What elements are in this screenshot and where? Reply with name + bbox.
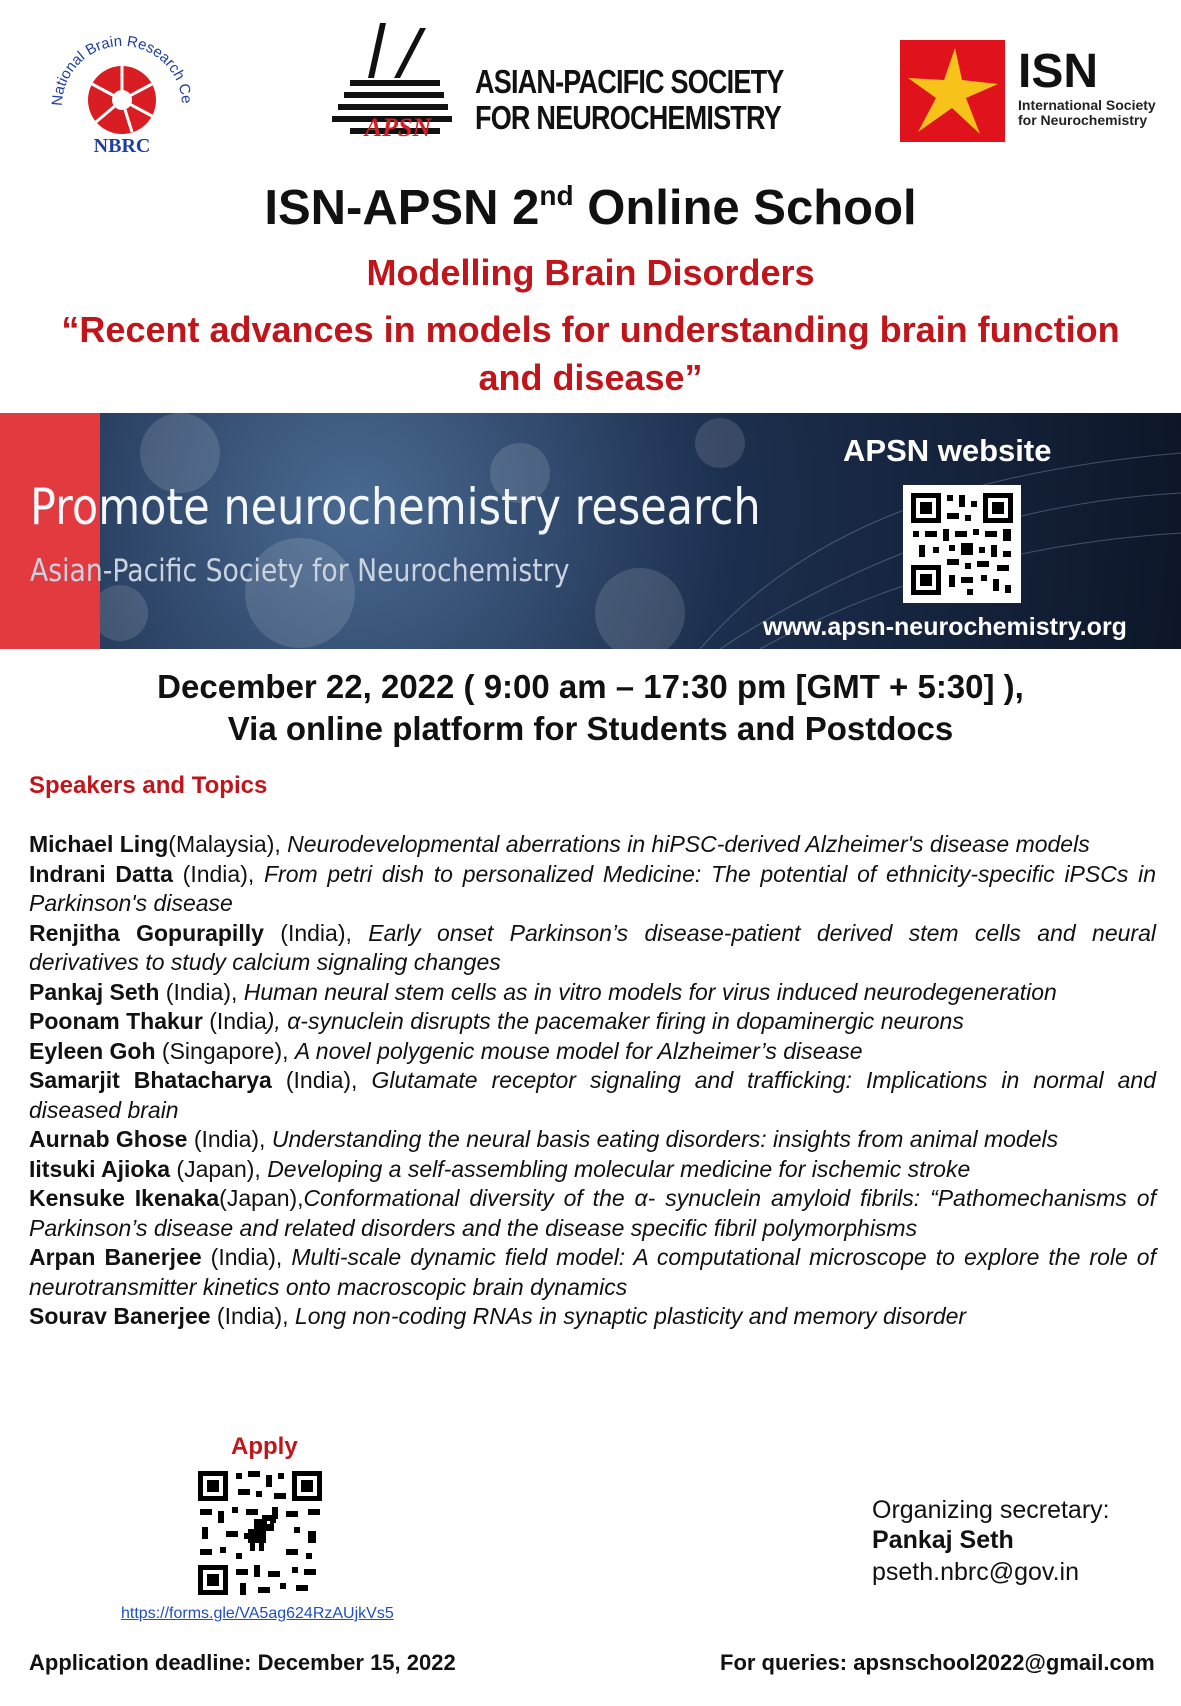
apsn-name-line2: FOR NEUROCHEMISTRY bbox=[475, 99, 781, 136]
speaker-name: Iitsuki Ajioka bbox=[29, 1155, 171, 1182]
isn-abbr: ISN bbox=[1018, 45, 1099, 98]
speaker-country: (Japan), bbox=[170, 1155, 268, 1182]
speaker-topic: Human neural stem cells as in vitro models for virus induced neurodegeneration bbox=[243, 978, 1057, 1005]
speaker-entry bbox=[29, 1184, 1156, 1243]
title-superscript: nd bbox=[539, 180, 574, 211]
speaker-topic: Understanding the neural basis eating disorders: insights from animal models bbox=[271, 1126, 1059, 1152]
speakers-heading: Speakers and Topics bbox=[29, 772, 268, 799]
isn-full-line1: International Society bbox=[1018, 97, 1156, 113]
organizer-name: Pankaj Seth bbox=[872, 1526, 1014, 1554]
apply-qr-code[interactable] bbox=[196, 1469, 324, 1597]
speaker-entry bbox=[29, 978, 1156, 1008]
speaker-entry bbox=[29, 1007, 1156, 1037]
speaker-name: Indrani Datta bbox=[29, 860, 173, 887]
speaker-entry bbox=[29, 1155, 1156, 1185]
speaker-name: Aurnab Ghose bbox=[29, 1126, 188, 1152]
speaker-topic: Neurodevelopmental aberrations in hiPSC-derived Alzheimer's disease models bbox=[287, 831, 1090, 857]
title-pre: ISN-APSN 2 bbox=[264, 181, 540, 235]
speaker-country: (India), bbox=[159, 978, 244, 1005]
banner-headline: Promote neurochemistry research bbox=[30, 478, 761, 536]
organizer-label: Organizing secretary: bbox=[872, 1496, 1110, 1524]
apsn-name bbox=[475, 64, 784, 136]
nbrc-ring-text: National Brain Research Ce bbox=[48, 32, 196, 107]
speaker-entry bbox=[29, 1037, 1156, 1067]
speaker-name: Eyleen Goh bbox=[29, 1037, 156, 1064]
queries-contact: For queries: apsnschool2022@gmail.com bbox=[720, 1650, 1155, 1675]
speaker-name: Pankaj Seth bbox=[29, 978, 160, 1005]
speaker-entry bbox=[29, 1243, 1156, 1302]
page-tagline: “Recent advances in models for understanding brain function and disease” bbox=[61, 309, 1120, 398]
speaker-topic: Long non-coding RNAs in synaptic plasticity and memory disorder bbox=[294, 1303, 967, 1329]
title-post: Online School bbox=[573, 181, 917, 235]
speaker-name: Michael Ling bbox=[29, 831, 169, 857]
apsn-banner bbox=[0, 413, 1181, 649]
speaker-name: Renjitha Gopurapilly bbox=[29, 919, 264, 946]
speaker-entry bbox=[29, 1125, 1156, 1155]
speaker-list bbox=[29, 830, 1156, 1332]
speaker-name: Poonam Thakur bbox=[29, 1008, 203, 1034]
speaker-topic: Developing a self-assembling molecular medicine for ischemic stroke bbox=[267, 1155, 971, 1182]
speaker-country: (India), bbox=[187, 1126, 272, 1152]
apsn-name-line1: ASIAN-PACIFIC SOCIETY bbox=[475, 63, 784, 100]
speaker-entry bbox=[29, 1302, 1156, 1332]
banner-url: www.apsn-neurochemistry.org bbox=[763, 613, 1127, 641]
speaker-country: (Malaysia), bbox=[168, 831, 288, 857]
speaker-topic: A novel polygenic mouse model for Alzheimer’s disease bbox=[294, 1037, 863, 1064]
isn-full-name bbox=[1018, 98, 1156, 128]
speaker-entry bbox=[29, 919, 1156, 978]
speaker-name: Sourav Banerjee bbox=[29, 1303, 211, 1329]
speaker-country: (India bbox=[202, 1008, 267, 1034]
speaker-name: Kensuke Ikenaka bbox=[29, 1185, 220, 1211]
speaker-topic: From petri dish to personalized Medicine: The potential of ethnicity-specific iPSCs in Parkinson's disease bbox=[29, 860, 1156, 916]
speaker-name: Samarjit Bhatacharya bbox=[29, 1067, 272, 1093]
isn-wordmark bbox=[1018, 45, 1156, 128]
speaker-entry bbox=[29, 1066, 1156, 1125]
speaker-topic: ), α-synuclein disrupts the pacemaker firing in dopaminergic neurons bbox=[266, 1008, 964, 1034]
speaker-name: Arpan Banerjee bbox=[29, 1244, 202, 1270]
speaker-topic: Early onset Parkinson’s disease-patient derived stem cells and neural derivatives to study calcium signaling changes bbox=[29, 919, 1156, 975]
speaker-entry bbox=[29, 860, 1156, 919]
event-date: December 22, 2022 ( 9:00 am – 17:30 pm [GMT + 5:30] ), bbox=[157, 668, 1024, 705]
banner-subheadline: Asian-Pacific Society for Neurochemistry bbox=[30, 553, 570, 589]
application-deadline: Application deadline: December 15, 2022 bbox=[29, 1650, 456, 1675]
apsn-website-qr-code[interactable] bbox=[903, 485, 1021, 603]
nbrc-logo bbox=[40, 18, 200, 158]
isn-full-line2: for Neurochemistry bbox=[1018, 112, 1148, 128]
nbrc-abbr: NBRC bbox=[93, 135, 151, 157]
organizer-email[interactable]: pseth.nbrc@gov.in bbox=[872, 1558, 1079, 1586]
speaker-country: (India), bbox=[201, 1244, 292, 1270]
event-platform: Via online platform for Students and Postdocs bbox=[227, 710, 954, 747]
speaker-country: (Singapore), bbox=[155, 1037, 295, 1064]
banner-site-label: APSN website bbox=[843, 433, 1052, 468]
speaker-entry bbox=[29, 830, 1156, 860]
apply-label: Apply bbox=[231, 1433, 298, 1460]
speaker-topic: Glutamate receptor signaling and trafficking: Implications in normal and diseased brain bbox=[29, 1067, 1156, 1123]
isn-logo bbox=[900, 40, 1005, 142]
apply-form-link[interactable]: https://forms.gle/VA5ag624RzAUjkVs5 bbox=[121, 1605, 394, 1622]
speaker-country: (India), bbox=[271, 1067, 372, 1093]
speaker-country: (India), bbox=[172, 860, 264, 887]
speaker-topic: Multi-scale dynamic field model: A computational microscope to explore the role of neurotransmitter kinetics onto macroscopic brain dynamics bbox=[29, 1244, 1156, 1300]
page-title bbox=[0, 180, 1181, 236]
speaker-country: (India), bbox=[210, 1303, 295, 1329]
apsn-emblem bbox=[330, 18, 460, 148]
speaker-country: (Japan), bbox=[219, 1185, 304, 1211]
speaker-topic: Conformational diversity of the α- synuclein amyloid fibrils: “Pathomechanisms of Parkinson’s disease and related disorders and the disease specific fibril polymorphisms bbox=[29, 1185, 1156, 1241]
speaker-country: (India), bbox=[263, 919, 369, 946]
page-subtitle: Modelling Brain Disorders bbox=[366, 252, 815, 293]
apsn-emblem-text: APSN bbox=[364, 113, 432, 142]
